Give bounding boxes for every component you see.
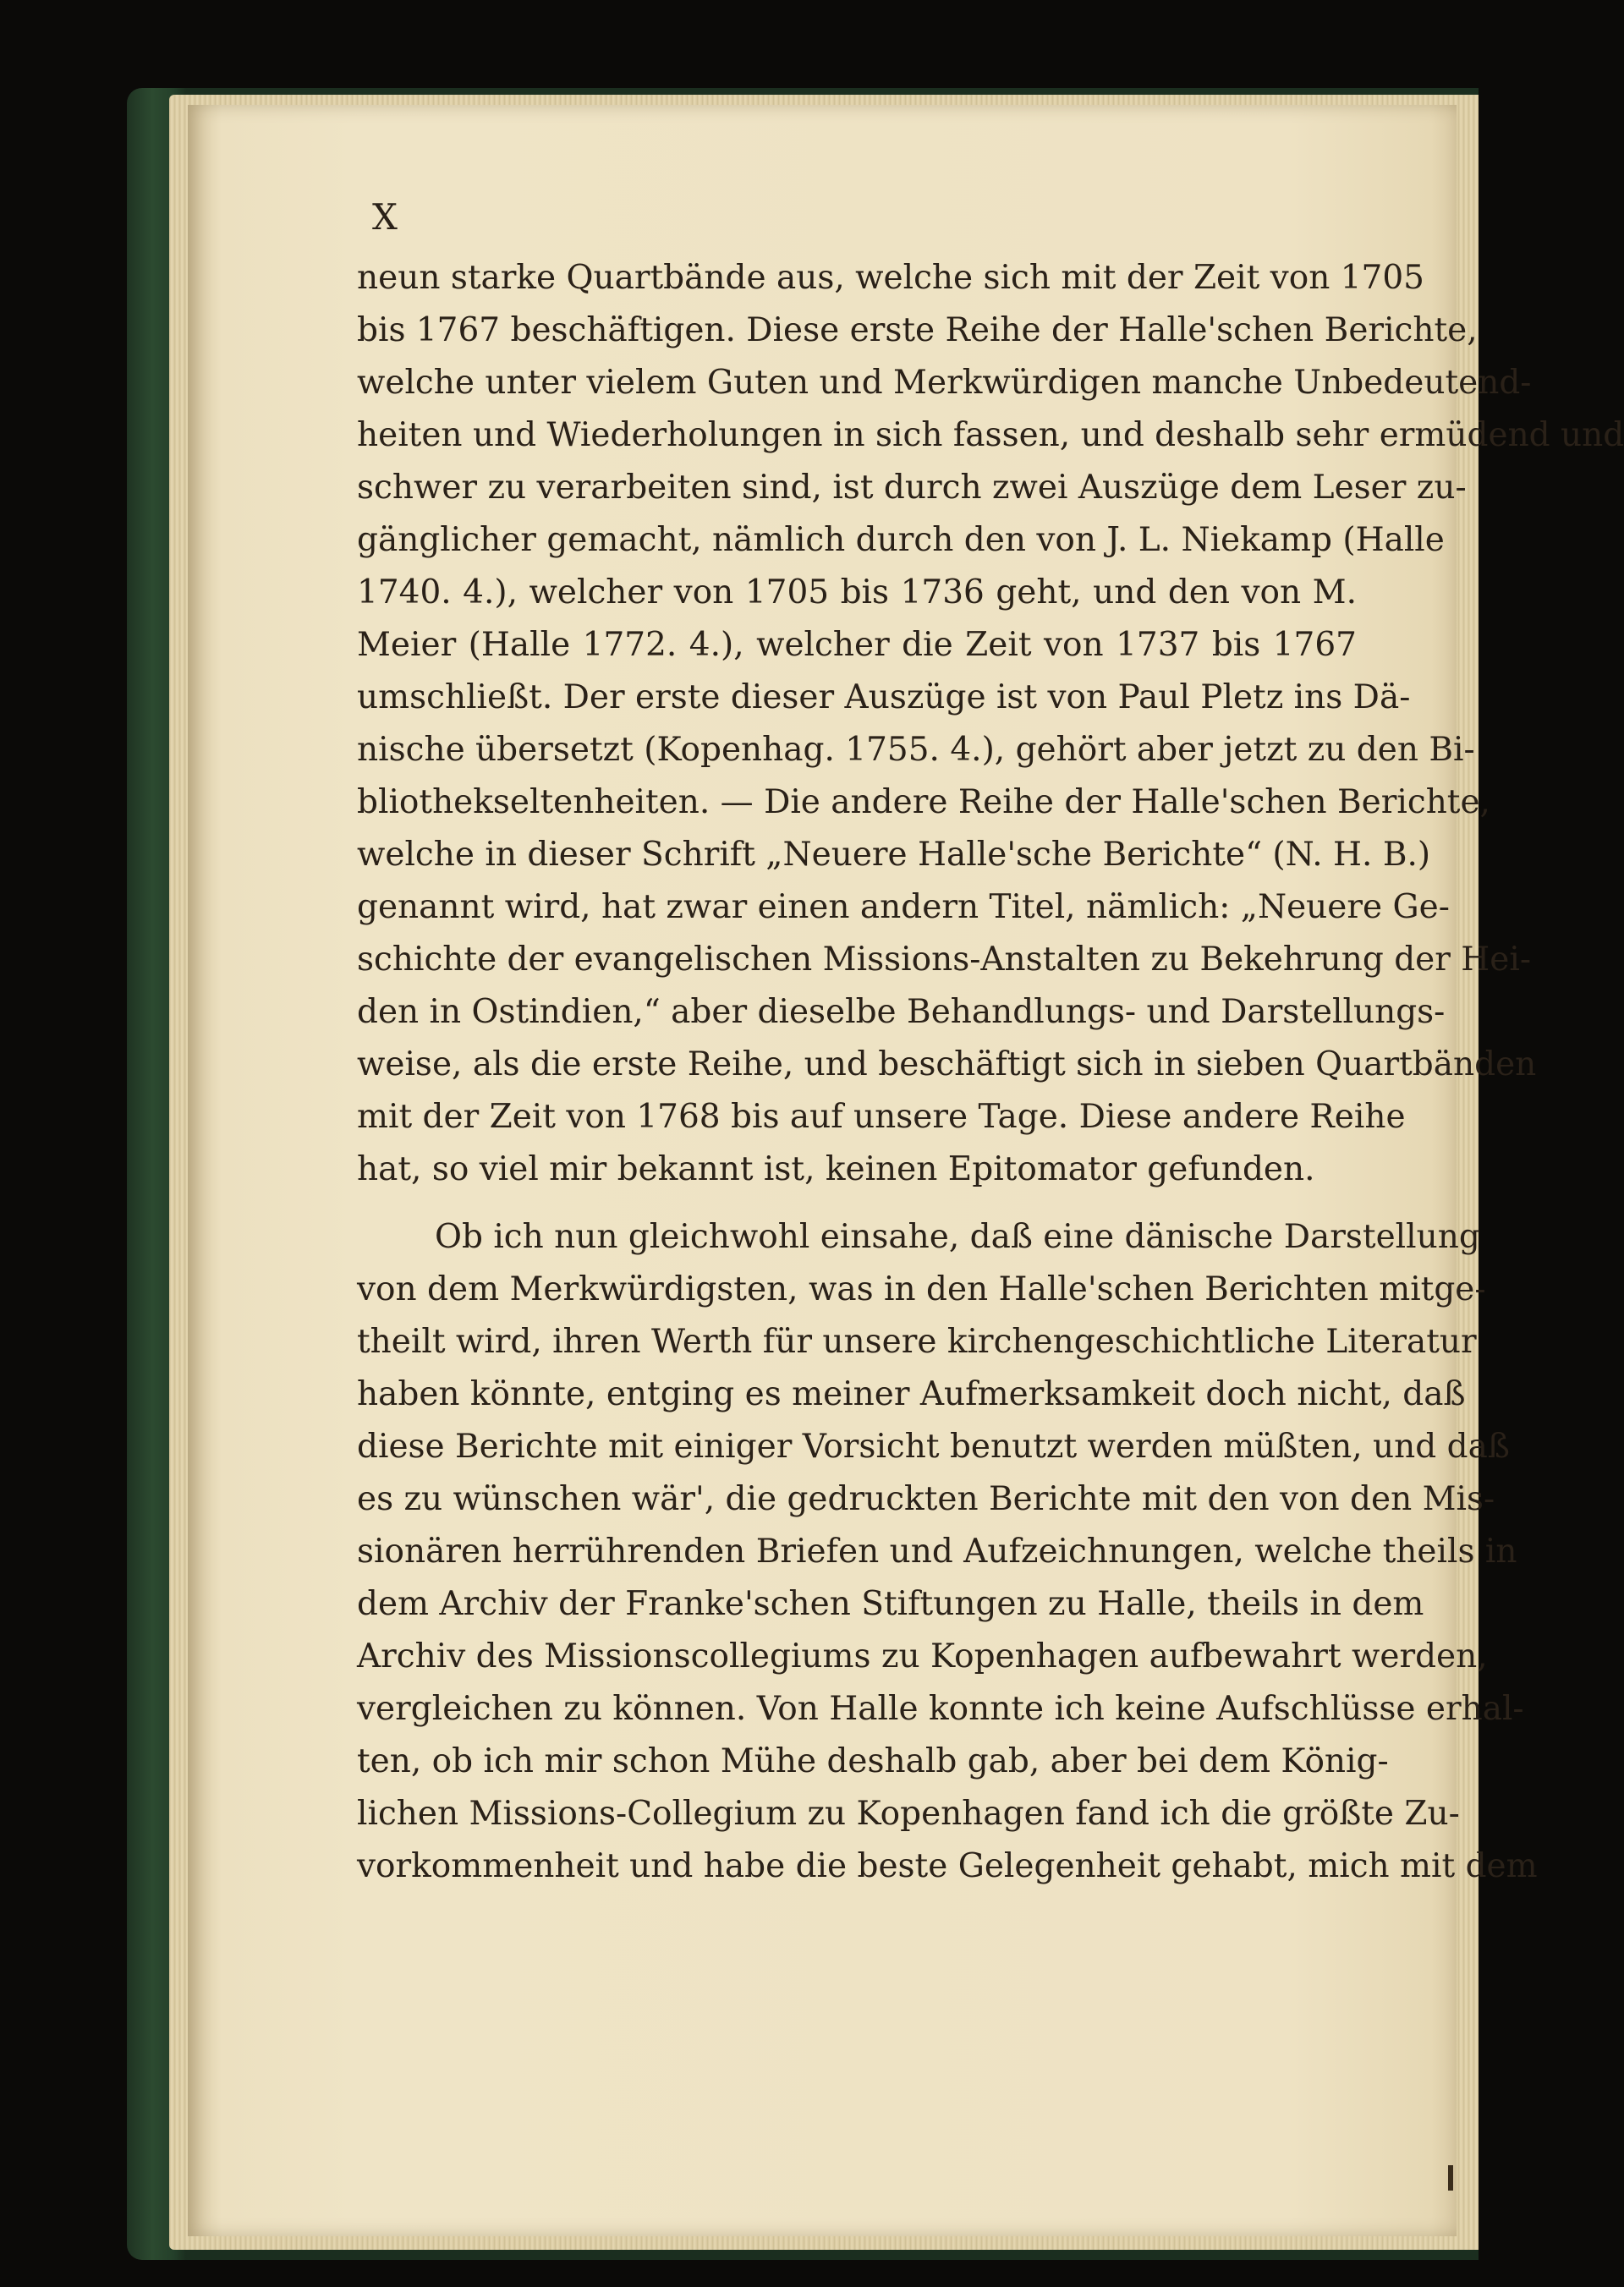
text-line: vorkommenheit und habe die beste Gelegenheit gehabt, mich mit dem	[357, 1847, 1538, 1885]
text-line: heiten und Wiederholungen in sich fassen, und deshalb sehr ermüdend und	[357, 416, 1624, 454]
text-line: ten, ob ich mir schon Mühe deshalb gab, aber bei dem König-	[357, 1742, 1389, 1780]
text-line: gänglicher gemacht, nämlich durch den von J. L. Niekamp (Halle	[357, 521, 1445, 559]
paragraph-gap	[357, 1196, 1357, 1211]
text-line: mit der Zeit von 1768 bis auf unsere Tage. Diese andere Reihe	[357, 1098, 1406, 1136]
text-line: schichte der evangelischen Missions-Anstalten zu Bekehrung der Hei-	[357, 941, 1532, 979]
text-line: schwer zu verarbeiten sind, ist durch zwei Auszüge dem Leser zu-	[357, 469, 1467, 507]
text-line: umschließt. Der erste dieser Auszüge ist von Paul Pletz ins Dä-	[357, 678, 1411, 716]
text-line: theilt wird, ihren Werth für unsere kirchengeschichtliche Literatur	[357, 1323, 1477, 1361]
paragraph-1	[357, 252, 1624, 1196]
text-line: dem Archiv der Franke'schen Stiftungen zu Halle, theils in dem	[357, 1585, 1424, 1623]
text-line: lichen Missions-Collegium zu Kopenhagen fand ich die größte Zu-	[357, 1795, 1460, 1833]
text-line: genannt wird, hat zwar einen andern Titel, nämlich: „Neuere Ge-	[357, 888, 1450, 926]
text-line: bliothekseltenheiten. — Die andere Reihe der Halle'schen Berichte,	[357, 783, 1490, 821]
text-line: 1740. 4.), welcher von 1705 bis 1736 geht, und den von M.	[357, 573, 1357, 612]
text-line: vergleichen zu können. Von Halle konnte ich keine Aufschlüsse erhal-	[357, 1690, 1524, 1728]
text-line: Meier (Halle 1772. 4.), welcher die Zeit von 1737 bis 1767	[357, 626, 1357, 664]
text-line: welche in dieser Schrift „Neuere Halle'sche Berichte“ (N. H. B.)	[357, 836, 1431, 874]
text-line: weise, als die erste Reihe, und beschäftigt sich in sieben Quartbänden	[357, 1045, 1537, 1083]
text-line: den in Ostindien,“ aber dieselbe Behandlungs- und Darstellungs-	[357, 993, 1446, 1031]
page-edge-mark	[1448, 2165, 1453, 2191]
text-line: Archiv des Missionscollegiums zu Kopenhagen aufbewahrt werden,	[357, 1637, 1488, 1675]
text-block	[357, 252, 1624, 1893]
text-line: hat, so viel mir bekannt ist, keinen Epitomator gefunden.	[357, 1150, 1315, 1188]
text-line: sionären herrührenden Briefen und Aufzeichnungen, welche theils in	[357, 1533, 1517, 1571]
text-line: Ob ich nun gleichwohl einsahe, daß eine dänische Darstellung	[435, 1218, 1480, 1256]
text-line: neun starke Quartbände aus, welche sich mit der Zeit von 1705	[357, 259, 1424, 297]
text-line: haben könnte, entging es meiner Aufmerksamkeit doch nicht, daß	[357, 1375, 1466, 1413]
text-line: es zu wünschen wär', die gedruckten Berichte mit den von den Mis-	[357, 1480, 1495, 1518]
paragraph-2	[357, 1211, 1538, 1893]
text-line: bis 1767 beschäftigen. Diese erste Reihe der Halle'schen Berichte,	[357, 311, 1478, 349]
page-number: X	[372, 196, 398, 238]
text-line: diese Berichte mit einiger Vorsicht benutzt werden müßten, und daß	[357, 1428, 1510, 1466]
text-line: von dem Merkwürdigsten, was in den Halle'schen Berichten mitge-	[357, 1270, 1486, 1308]
text-line: nische übersetzt (Kopenhag. 1755. 4.), gehört aber jetzt zu den Bi-	[357, 731, 1475, 769]
text-line: welche unter vielem Guten und Merkwürdigen manche Unbedeutend-	[357, 364, 1532, 402]
